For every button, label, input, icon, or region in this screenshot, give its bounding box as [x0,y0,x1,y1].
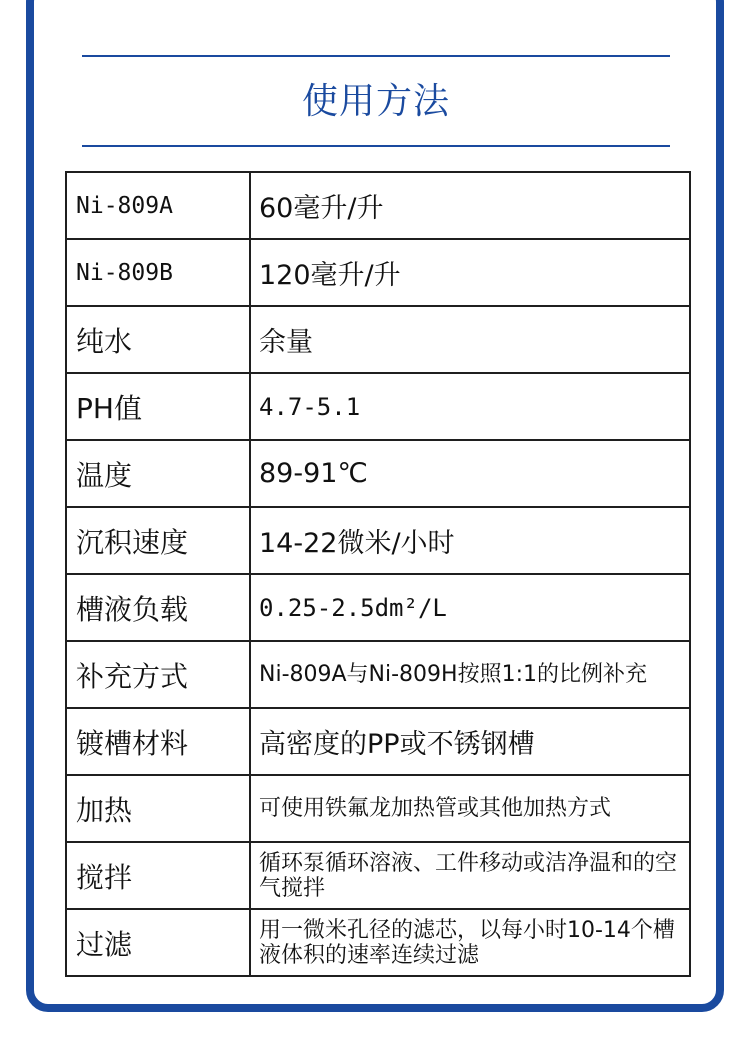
row-key: PH值 [66,373,250,440]
section-title: 使用方法 [301,81,450,122]
row-value: 89-91℃ [250,440,690,507]
row-value: 可使用铁氟龙加热管或其他加热方式 [250,775,690,842]
row-key: 纯水 [66,306,250,373]
table-row [66,708,690,775]
table-row [66,306,690,373]
table-row [66,775,690,842]
title-rule-bottom [82,145,670,147]
table-row [66,507,690,574]
table-row [66,440,690,507]
usage-table [65,171,691,977]
table-row [66,373,690,440]
table-row [66,909,690,976]
row-key: 加热 [66,775,250,842]
row-key: 沉积速度 [66,507,250,574]
row-key: 镀槽材料 [66,708,250,775]
title-rule-top [82,55,670,57]
row-value: 0.25-2.5dm²/L [250,574,690,641]
table-row [66,239,690,306]
row-value: 60毫升/升 [250,172,690,239]
table-row [66,641,690,708]
row-key: 搅拌 [66,842,250,909]
row-value: 余量 [250,306,690,373]
row-value: 高密度的PP或不锈钢槽 [250,708,690,775]
table-row [66,574,690,641]
row-key: 温度 [66,440,250,507]
row-value: 120毫升/升 [250,239,690,306]
row-value: 4.7-5.1 [250,373,690,440]
row-key: 补充方式 [66,641,250,708]
row-value: 14-22微米/小时 [250,507,690,574]
table-row [66,842,690,909]
row-key: 过滤 [66,909,250,976]
row-key: Ni-809A [66,172,250,239]
row-key: 槽液负载 [66,574,250,641]
row-value: 用一微米孔径的滤芯，以每小时10-14个槽液体积的速率连续过滤 [250,909,690,976]
table-row [66,172,690,239]
row-value: Ni-809A与Ni-809H按照1:1的比例补充 [250,641,690,708]
row-value: 循环泵循环溶液、工件移动或洁净温和的空气搅拌 [250,842,690,909]
row-key: Ni-809B [66,239,250,306]
